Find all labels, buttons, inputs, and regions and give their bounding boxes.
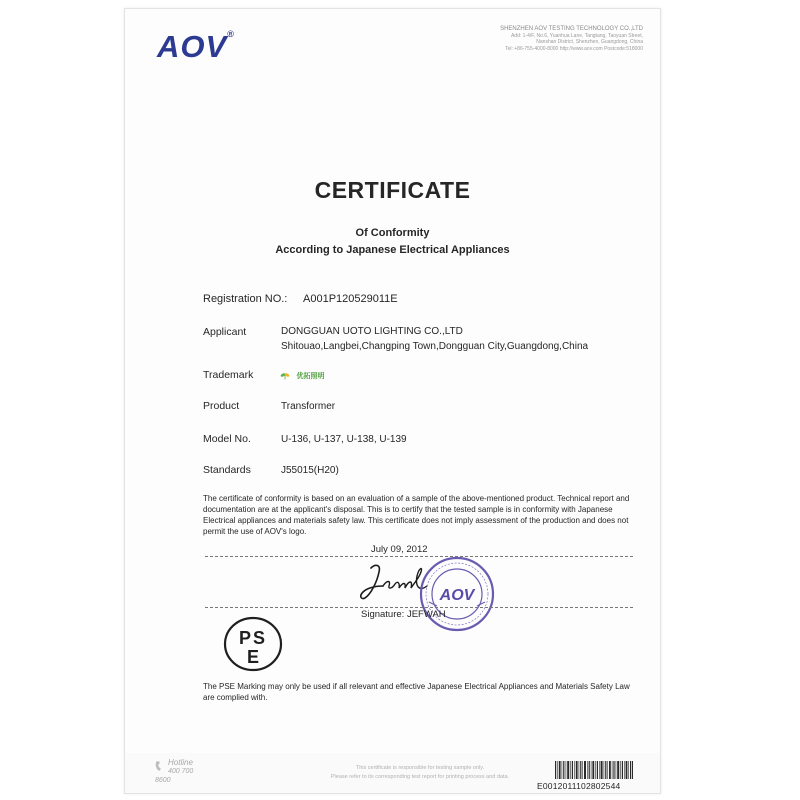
registration-label: Registration NO.: <box>203 293 288 305</box>
applicant-address: Shitouao,Langbei,Changping Town,Dongguan City,Guangdong,China <box>281 341 589 352</box>
company-address-line: Nanshan District, Shenzhen, Guangdong, China <box>536 39 643 46</box>
hotline-number: 400 700 8600 <box>155 768 194 784</box>
pse-mark-bottom: E <box>246 647 260 667</box>
standards-label: Standards <box>203 464 251 476</box>
model-label: Model No. <box>203 433 251 445</box>
stamp-text: AOV <box>439 587 475 604</box>
trademark-text: 优拓照明 <box>296 372 325 380</box>
product-value: Transformer <box>281 401 336 412</box>
footer-line: This certificate is responsible for testing sample only. <box>355 765 485 771</box>
phone-icon <box>155 760 165 772</box>
registration-value: A001P120529011E <box>303 293 398 305</box>
pse-mark-top: PS <box>238 628 268 648</box>
standards-value: J55015(H20) <box>281 465 339 476</box>
conformity-statement: The certificate of conformity is based on an evaluation of a sample of the above-mentioned product. Technical report and documentation are at the applicant's disposal. This is to certify that the tested sample is in conformity with Japanese Electrical appliances and materials safety law. This certificate does not imply assessment of the production and does not permit the use of AOV's logo. <box>203 494 630 536</box>
trademark-logo <box>280 367 324 385</box>
hotline-label: Hotline <box>168 758 193 767</box>
subtitle-japanese-appliances: According to Japanese Electrical Appliances <box>275 244 510 256</box>
company-name: SHENZHEN AOV TESTING TECHNOLOGY CO.,LTD <box>500 26 643 32</box>
hotline <box>155 758 198 785</box>
subtitle-conformity: Of Conformity <box>355 227 430 239</box>
barcode <box>555 761 633 779</box>
pse-mark <box>221 615 285 673</box>
company-info <box>465 26 643 52</box>
leaf-icon <box>280 371 290 380</box>
footer-disclaimer <box>300 764 540 782</box>
model-value: U-136, U-137, U-138, U-139 <box>281 434 407 445</box>
aov-seal-stamp <box>417 554 497 634</box>
applicant-name: DONGGUAN UOTO LIGHTING CO.,LTD <box>281 326 463 337</box>
company-contact-line: Tel: +86-755-4000-8000 http://www.aov.com Postcode:518000 <box>505 45 643 52</box>
applicant-label: Applicant <box>203 326 247 338</box>
aov-logo: AOV® <box>157 29 235 64</box>
certificate-page <box>124 8 661 794</box>
footer-line: Please refer to its corresponding test report for printing process and data. <box>330 774 510 780</box>
certificate-number: E0012011102802544 <box>537 781 621 791</box>
pse-note: The PSE Marking may only be used if all relevant and effective Japanese Electrical Appliances and Materials Safety Law are complied with. <box>203 682 630 702</box>
product-label: Product <box>203 400 240 412</box>
certificate-title: CERTIFICATE <box>314 177 471 203</box>
trademark-label: Trademark <box>203 369 254 381</box>
company-address-line: Add: 1-4/F, No.6, Yuanhua Lane, Tangtang, Taoyuan Street, <box>510 32 643 39</box>
signature-label: Signature: JEFWAH <box>361 609 446 620</box>
issue-date: July 09, 2012 <box>371 544 428 555</box>
divider-line <box>205 607 633 608</box>
